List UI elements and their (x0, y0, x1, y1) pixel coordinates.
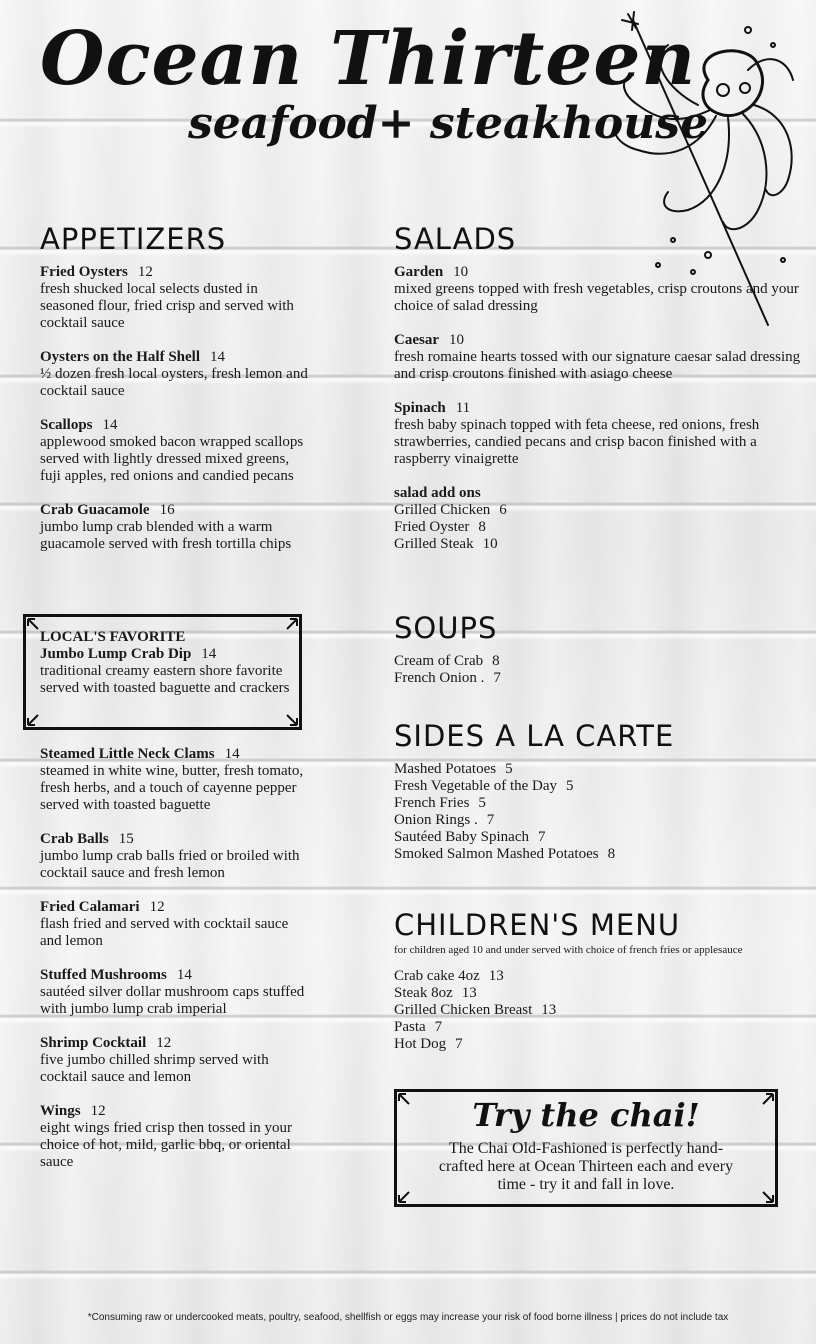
menu-item (40, 502, 310, 553)
chai-text: The Chai Old-Fashioned is perfectly hand-crafted here at Ocean Thirteen each and every time - try it and fall in love. (438, 1140, 734, 1193)
menu-item-desc: jumbo lump crab balls fried or broiled with cocktail sauce and fresh lemon (40, 848, 300, 881)
menu-item (40, 349, 310, 400)
list-item-price: 8 (492, 653, 500, 669)
list-item (394, 670, 804, 687)
menu-item-price: 12 (137, 264, 153, 280)
list-item (394, 653, 804, 670)
menu-item-name: Stuffed Mushrooms (40, 967, 167, 983)
salad-addons-title: salad add ons (394, 485, 481, 501)
list-item-price: 5 (478, 795, 486, 811)
sides-heading: SIDES A LA CARTE (394, 719, 675, 753)
menu-item (40, 417, 310, 485)
list-item-name: Cream of Crab (394, 653, 484, 669)
children-heading: CHILDREN'S MENU (394, 908, 681, 942)
list-item-name: Hot Dog (394, 1036, 447, 1052)
menu-item-desc: five jumbo chilled shrimp served with cocktail sauce and lemon (40, 1052, 269, 1085)
menu-item (394, 332, 804, 383)
list-item-price: 5 (566, 778, 574, 794)
menu-item (40, 967, 310, 1018)
soups-heading: SOUPS (394, 611, 498, 645)
menu-item-price: 14 (224, 746, 240, 762)
list-item (394, 829, 804, 846)
menu-item-price: 10 (453, 264, 469, 280)
children-list (394, 968, 804, 1053)
list-item (394, 795, 804, 812)
restaurant-subtitle: seafood+ steakhouse (188, 98, 709, 149)
children-note: for children aged 10 and under served with choice of french fries or applesauce (394, 944, 743, 956)
menu-item-name: Shrimp Cocktail (40, 1035, 147, 1051)
list-item-price: 7 (455, 1036, 463, 1052)
menu-item-desc: steamed in white wine, butter, fresh tomato, fresh herbs, and a touch of cayenne pepper served with toasted baguette (40, 763, 304, 813)
menu-item (40, 831, 310, 882)
menu-item (40, 264, 310, 332)
featured-label: LOCAL'S FAVORITE (40, 629, 186, 645)
list-item-price: 10 (482, 536, 498, 552)
left-column (40, 222, 310, 570)
corner-arrow-icon (398, 1093, 410, 1105)
list-item (394, 778, 804, 795)
list-item-price: 7 (537, 829, 546, 845)
menu-item-desc: fresh baby spinach topped with feta cheese, red onions, fresh strawberries, candied pecans and crisp bacon finished with a raspberry vinaigrette (394, 417, 760, 467)
menu-item (40, 899, 310, 950)
menu-item-name: Garden (394, 264, 444, 280)
corner-arrow-icon (286, 714, 298, 726)
list-item-name: Smoked Salmon Mashed Potatoes (394, 846, 599, 862)
list-item-name: Sautéed Baby Spinach (394, 829, 529, 845)
list-item-price: 7 (434, 1019, 443, 1035)
menu-item-desc: fresh shucked local selects dusted in seasoned flour, fried crisp and served with cocktail sauce (40, 281, 294, 331)
menu-item-price: 11 (455, 400, 471, 416)
list-item-price: 13 (541, 1002, 557, 1018)
right-column (394, 222, 804, 553)
appetizers-more-list (40, 746, 310, 1171)
menu-item-desc: fresh romaine hearts tossed with our signature caesar salad dressing and crisp croutons finished with asiago cheese (394, 349, 801, 382)
corner-arrow-icon (27, 714, 39, 726)
left-column-continued (40, 746, 310, 1188)
locals-favorite-box (23, 614, 302, 730)
menu-item-desc: applewood smoked bacon wrapped scallops served with lightly dressed mixed greens, fuji apples, red onions and candied pecans (40, 434, 304, 484)
menu-item-desc: flash fried and served with cocktail sauce and lemon (40, 916, 289, 949)
menu-item (40, 746, 310, 814)
menu-item-desc: ½ dozen fresh local oysters, fresh lemon and cocktail sauce (40, 366, 308, 399)
soups-section (394, 611, 804, 687)
menu-item (394, 264, 804, 315)
list-item (394, 1002, 804, 1019)
salads-list (394, 264, 804, 468)
featured-name: Jumbo Lump Crab Dip (40, 646, 192, 662)
list-item (394, 985, 804, 1002)
menu-item-price: 16 (159, 502, 175, 518)
list-item-name: French Onion . (394, 670, 485, 686)
featured-desc: traditional creamy eastern shore favorite served with toasted baguette and crackers (40, 663, 290, 696)
corner-arrow-icon (762, 1093, 774, 1105)
menu-item-name: Fried Oysters (40, 264, 128, 280)
list-item-name: Fried Oyster (394, 519, 470, 535)
chai-promo-box (394, 1089, 778, 1207)
list-item-name: Onion Rings . (394, 812, 478, 828)
featured-price: 14 (201, 646, 217, 662)
menu-item-name: Crab Balls (40, 831, 109, 847)
menu-item-name: Caesar (394, 332, 439, 348)
corner-arrow-icon (27, 618, 39, 630)
menu-item-desc: jumbo lump crab blended with a warm guacamole served with fresh tortilla chips (40, 519, 292, 552)
list-item-name: Pasta (394, 1019, 426, 1035)
list-item-price: 6 (499, 502, 507, 518)
list-item (394, 519, 804, 536)
menu-item-name: Crab Guacamole (40, 502, 150, 518)
appetizers-heading: APPETIZERS (40, 222, 227, 256)
footer-disclaimer: *Consuming raw or undercooked meats, poultry, seafood, shellfish or eggs may increase your risk of food borne illness | prices do not include tax (87, 1312, 729, 1323)
list-item-price: 7 (486, 812, 495, 828)
list-item-name: Crab cake 4oz (394, 968, 480, 984)
list-item-name: Grilled Steak (394, 536, 474, 552)
menu-item-price: 15 (118, 831, 134, 847)
list-item (394, 761, 804, 778)
list-item (394, 1036, 804, 1053)
salads-heading: SALADS (394, 222, 517, 256)
menu-item-name: Steamed Little Neck Clams (40, 746, 215, 762)
list-item-name: Mashed Potatoes (394, 761, 497, 777)
list-item-name: Grilled Chicken (394, 502, 491, 518)
menu-item-desc: sautéed silver dollar mushroom caps stuffed with jumbo lump crab imperial (40, 984, 305, 1017)
corner-arrow-icon (762, 1191, 774, 1203)
list-item (394, 968, 804, 985)
menu-item-price: 10 (449, 332, 464, 348)
chai-title: Try the chai! (472, 1096, 700, 1134)
list-item-name: French Fries (394, 795, 470, 811)
menu-item (394, 400, 804, 468)
list-item-price: 13 (461, 985, 477, 1001)
list-item-price: 8 (607, 846, 616, 862)
menu-item-price: 14 (102, 417, 118, 433)
restaurant-title: Ocean Thirteen (40, 16, 697, 102)
list-item-name: Fresh Vegetable of the Day (394, 778, 558, 794)
sides-section (394, 719, 804, 863)
menu-item-price: 12 (149, 899, 165, 915)
list-item (394, 536, 804, 553)
menu-item-name: Spinach (394, 400, 446, 416)
menu-item-price: 12 (156, 1035, 172, 1051)
list-item-price: 8 (478, 519, 486, 535)
menu-item-price: 14 (176, 967, 192, 983)
sides-list (394, 761, 804, 863)
menu-item (40, 1103, 310, 1171)
menu-item-name: Fried Calamari (40, 899, 140, 915)
menu-item-name: Wings (40, 1103, 81, 1119)
appetizers-list (40, 264, 310, 553)
soups-list (394, 653, 804, 687)
list-item-name: Grilled Chicken Breast (394, 1002, 533, 1018)
list-item (394, 812, 804, 829)
list-item-price: 5 (505, 761, 513, 777)
list-item-price: 13 (488, 968, 504, 984)
list-item (394, 1019, 804, 1036)
list-item (394, 846, 804, 863)
menu-item-name: Scallops (40, 417, 93, 433)
corner-arrow-icon (398, 1191, 410, 1203)
menu-item-name: Oysters on the Half Shell (40, 349, 200, 365)
menu-item-desc: mixed greens topped with fresh vegetables, crisp croutons and your choice of salad dressing (394, 281, 799, 314)
children-section (394, 908, 804, 1053)
menu-item-desc: eight wings fried crisp then tossed in your choice of hot, mild, garlic bbq, or oriental sauce (40, 1120, 293, 1170)
list-item-name: Steak 8oz (394, 985, 453, 1001)
salad-addons (394, 485, 804, 553)
menu-item-price: 14 (210, 349, 225, 365)
list-item (394, 502, 804, 519)
menu-item (40, 1035, 310, 1086)
menu-item-price: 12 (90, 1103, 106, 1119)
list-item-price: 7 (493, 670, 501, 686)
